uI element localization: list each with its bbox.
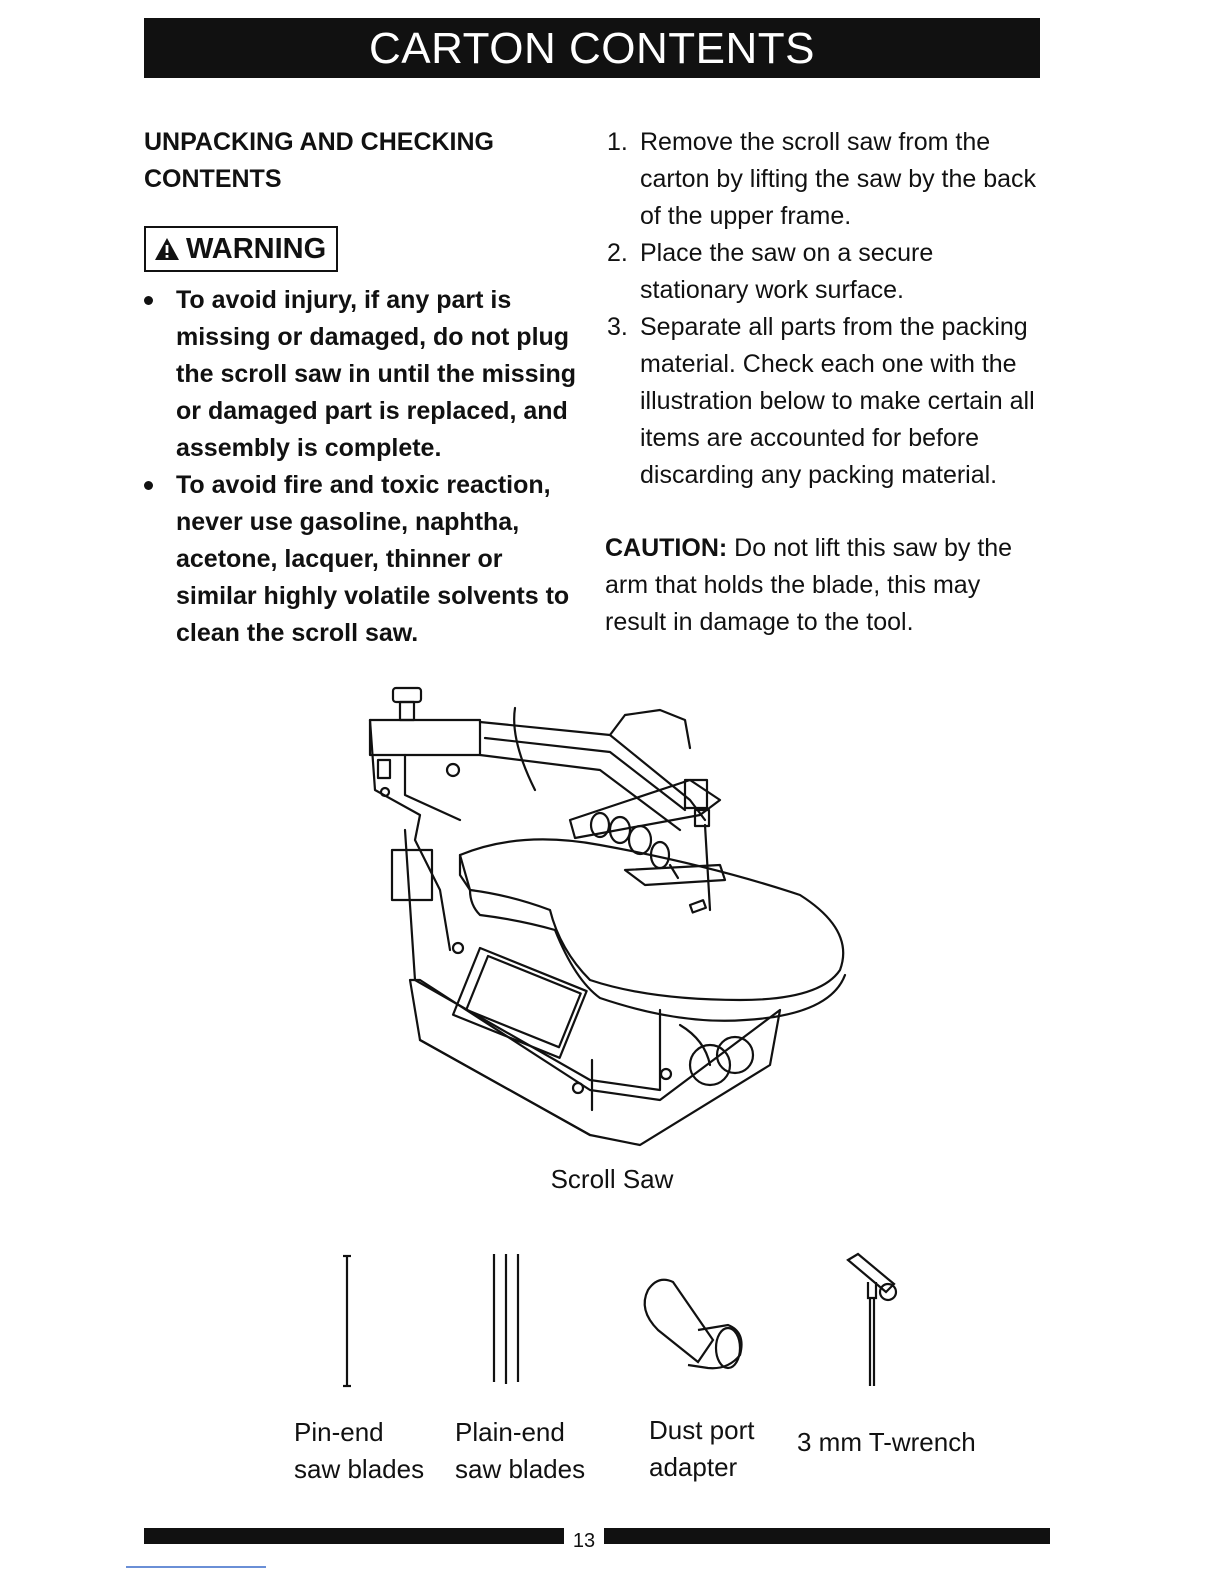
bullet-icon	[144, 481, 153, 490]
step-number: 2.	[607, 239, 628, 267]
caution-text: Do not lift this saw by the arm that holds the blade, this may result in damage to the tool.	[605, 534, 1013, 636]
step-number: 1.	[607, 128, 628, 156]
scroll-saw-illustration	[360, 680, 870, 1150]
step-item	[605, 124, 1045, 235]
warning-label: WARNING	[186, 233, 327, 265]
dust-port-adapter-icon	[628, 1270, 758, 1380]
plain-end-blades-icon	[482, 1250, 532, 1390]
warning-text: To avoid injury, if any part is missing or damaged, do not plug the scroll saw in until the missing or damaged part is replaced, and assembly is complete.	[176, 286, 577, 462]
warning-label-box	[144, 226, 338, 272]
t-wrench-icon	[840, 1250, 910, 1390]
footer-bar-left	[144, 1528, 564, 1544]
part-label-line: Plain-end	[455, 1417, 565, 1447]
decorative-underline	[126, 1566, 266, 1568]
step-text: Separate all parts from the packing material. Check each one with the illustration below to make certain all items are accounted for before discarding any packing material.	[640, 313, 1035, 489]
part-label-line: saw blades	[455, 1454, 586, 1484]
part-label-pin-end	[294, 1414, 424, 1488]
part-label-line: Dust port	[649, 1415, 755, 1445]
instructions-section	[605, 124, 1045, 666]
warning-text: To avoid fire and toxic reaction, never use gasoline, naphtha, acetone, lacquer, thinner or similar highly volatile solvents to clean the scroll saw.	[176, 471, 570, 647]
bullet-icon	[144, 296, 153, 305]
part-label-line: Pin-end	[294, 1417, 384, 1447]
part-label-line: adapter	[649, 1452, 738, 1482]
caution-label: CAUTION:	[605, 534, 728, 562]
step-item	[605, 235, 1045, 309]
step-text: Remove the scroll saw from the carton by lifting the saw by the back of the upper frame.	[640, 128, 1037, 230]
page-title: CARTON CONTENTS	[144, 18, 1040, 78]
part-label-line: saw blades	[294, 1454, 425, 1484]
footer-bar-right	[604, 1528, 1050, 1544]
warning-triangle-icon	[154, 237, 180, 261]
warning-item	[144, 282, 584, 467]
part-label-line: 3 mm T-wrench	[797, 1427, 976, 1457]
warning-item	[144, 467, 584, 652]
page-number: 13	[572, 1530, 596, 1552]
pin-end-blade-icon	[335, 1252, 359, 1392]
steps-list	[605, 124, 1045, 494]
step-text: Place the saw on a secure stationary work surface.	[640, 239, 934, 304]
figure-caption: Scroll Saw	[550, 1164, 674, 1194]
section-heading: UNPACKING AND CHECKING CONTENTS	[144, 128, 494, 193]
warning-list	[144, 282, 584, 652]
caution-note	[605, 530, 1045, 641]
step-item	[605, 309, 1045, 494]
step-number: 3.	[607, 313, 628, 341]
unpacking-section	[144, 124, 584, 652]
part-label-plain-end	[455, 1414, 585, 1488]
part-label-dust-port	[649, 1412, 755, 1486]
part-label-t-wrench	[797, 1424, 976, 1461]
